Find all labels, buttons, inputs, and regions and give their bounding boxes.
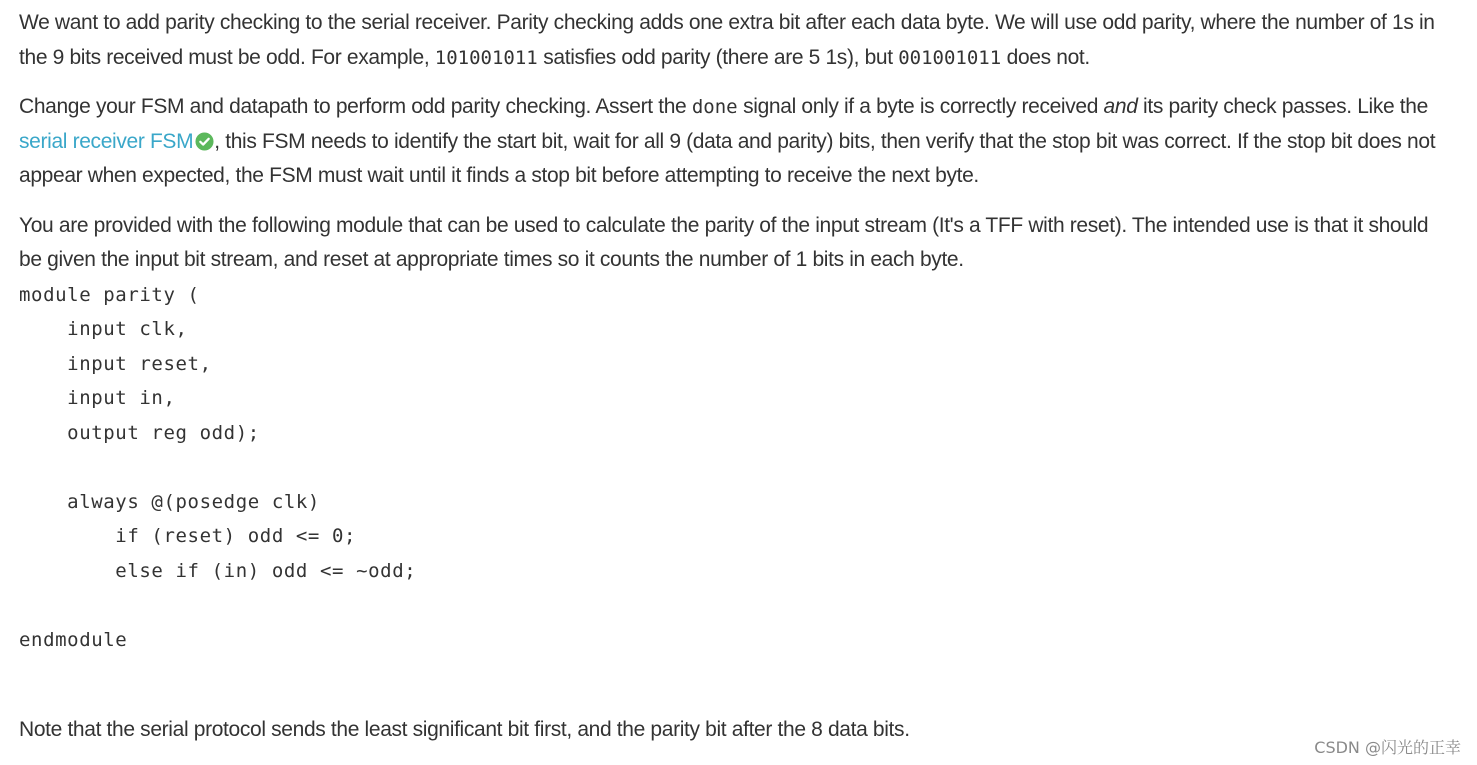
module-description-paragraph	[19, 209, 1439, 278]
code-line: input clk,	[19, 318, 188, 340]
intro-text-3: does not.	[1001, 45, 1090, 69]
example-code-valid: 101001011	[434, 46, 538, 69]
code-line: else if (in) odd <= ~odd;	[19, 559, 417, 582]
check-circle-icon	[195, 128, 214, 147]
requirements-text-3: its parity check passes. Like the	[1137, 95, 1428, 118]
parity-module-code-block	[19, 278, 1439, 658]
code-line: input in,	[19, 387, 176, 409]
requirements-text-1: Change your FSM and datapath to perform odd parity checking. Assert the	[19, 95, 692, 118]
requirements-paragraph	[19, 90, 1439, 194]
code-line: if (reset) odd <= 0;	[19, 525, 357, 547]
protocol-note: Note that the serial protocol sends the least significant bit first, and the parity bit after the 8 data bits.	[19, 718, 910, 741]
code-line: endmodule	[19, 628, 128, 651]
requirements-text-4: , this FSM needs to identify the start bit, wait for all 9 (data and parity) bits, then verify that the stop bit was correct. If the stop bit does not appear when expected, the FSM must wait until it finds a stop bit before attempting to receive the next byte.	[19, 129, 1436, 187]
done-signal-code: done	[691, 96, 738, 118]
intro-text-1: We want to add parity checking to the serial receiver. Parity checking adds one extra bit after each data byte. We will use odd parity, where the number of 1s in the 9 bits received must be odd. For example,	[19, 11, 1435, 69]
code-line: output reg odd);	[19, 421, 260, 444]
serial-receiver-fsm-link[interactable]: serial receiver FSM	[19, 129, 194, 153]
intro-text-2: satisfies odd parity (there are 5 1s), but	[537, 45, 899, 69]
code-line: always @(posedge clk)	[19, 490, 320, 513]
code-line: input reset,	[19, 352, 212, 375]
emphasis-and: and	[1103, 95, 1138, 118]
document-body	[19, 6, 1439, 657]
code-line	[19, 588, 1439, 623]
requirements-text-2: signal only if a byte is correctly received	[737, 95, 1104, 118]
code-line	[19, 450, 1439, 485]
code-line: module parity (	[19, 283, 200, 306]
csdn-watermark: CSDN @闪光的正幸	[1314, 738, 1461, 757]
module-description-text: You are provided with the following module that can be used to calculate the parity of the input stream (It's a TFF with reset). The intended use is that it should be given the input bit stream, and reset at appropriate times so it counts the number of 1 bits in each byte.	[19, 213, 1429, 271]
example-code-invalid: 001001011	[898, 46, 1002, 69]
intro-paragraph	[19, 6, 1439, 75]
